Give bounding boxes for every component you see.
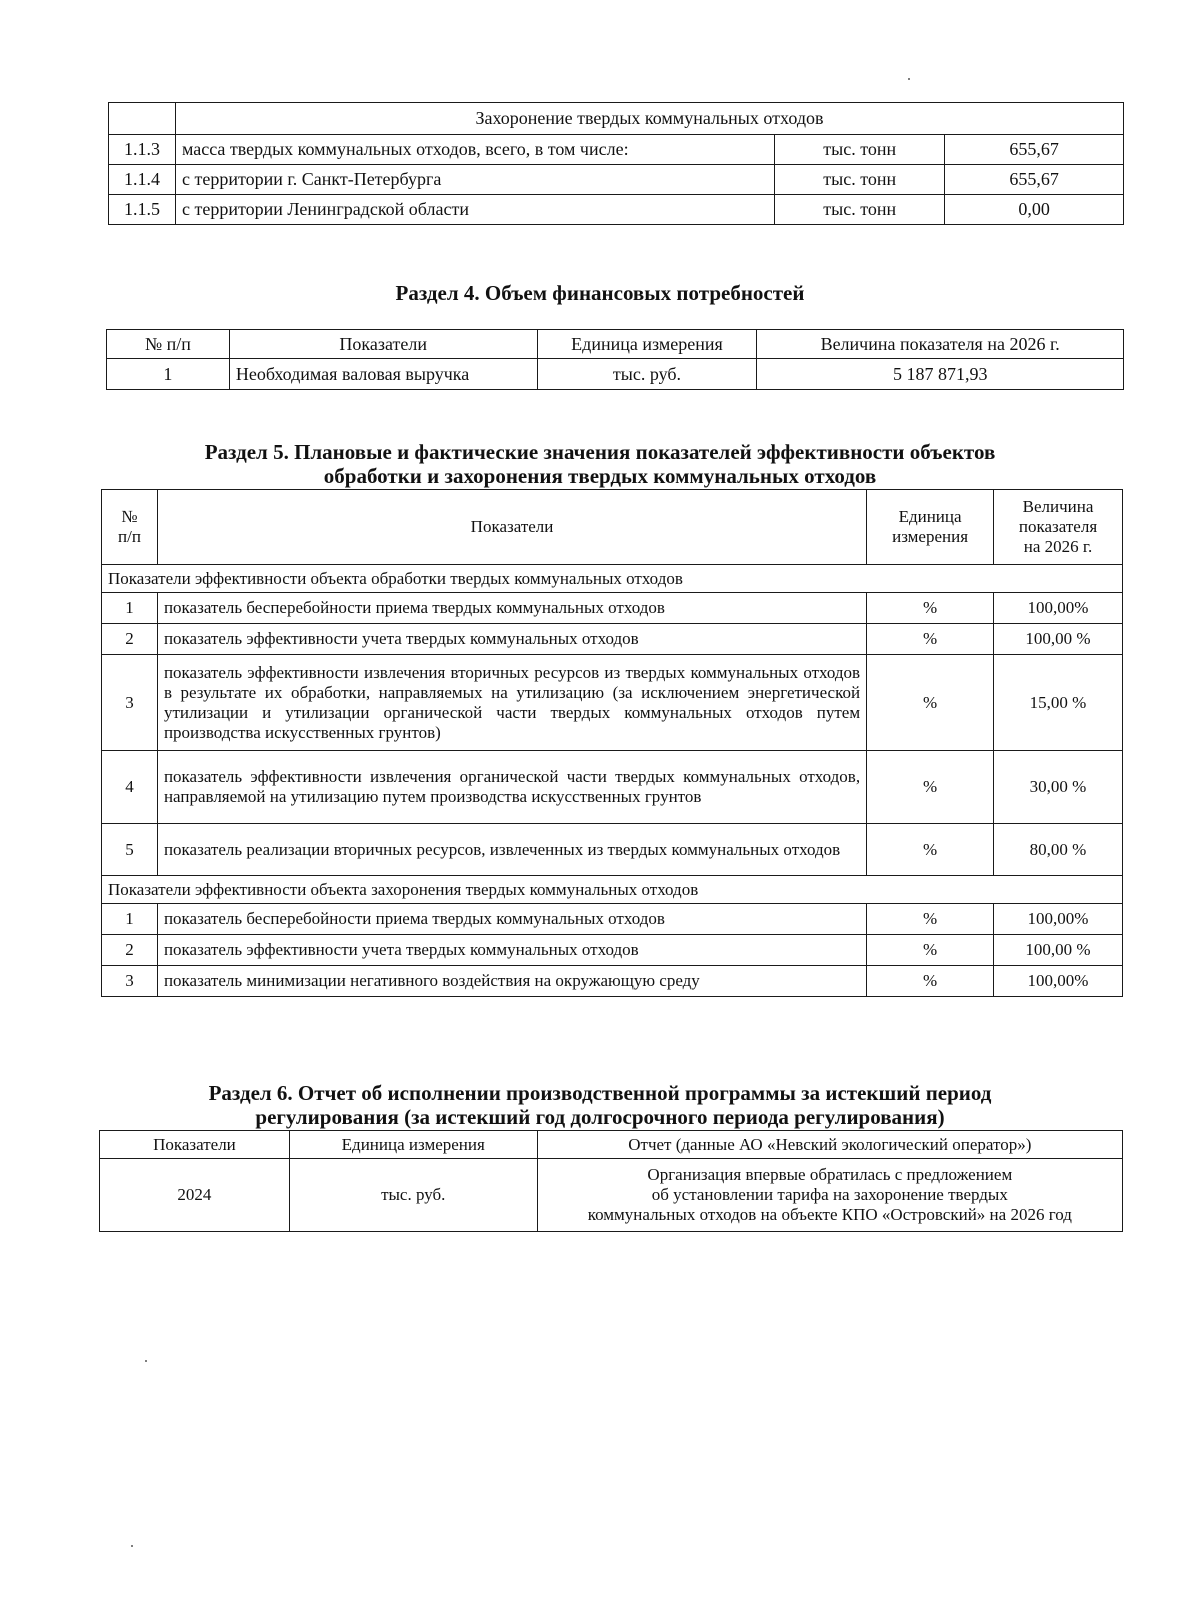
row-number: 3	[102, 966, 158, 997]
row-unit: %	[867, 966, 994, 997]
header-indicator: Показатели	[229, 330, 537, 359]
group-header-processing: Показатели эффективности объекта обработки твердых коммунальных отходов	[102, 565, 1123, 593]
empty-cell	[109, 103, 176, 135]
table-row	[109, 103, 1124, 135]
row-indicator: с территории г. Санкт-Петербурга	[175, 165, 774, 195]
table-row	[109, 165, 1124, 195]
section-5-title-line-1: Раздел 5. Плановые и фактические значения показателей эффективности объектов	[204, 440, 996, 464]
table-row	[109, 195, 1124, 225]
header-value-line-2: показателя	[1018, 517, 1098, 536]
row-value: 100,00%	[994, 593, 1123, 624]
table-header-row	[107, 330, 1124, 359]
row-unit: %	[867, 624, 994, 655]
header-unit-line-1: Единица	[898, 507, 962, 526]
section-4-title: Раздел 4. Объем финансовых потребностей	[395, 281, 805, 305]
row-value: 15,00 %	[994, 655, 1123, 751]
header-unit: Единица измерения	[289, 1131, 537, 1159]
row-indicator: показатель реализации вторичных ресурсов, извлеченных из твердых коммунальных отходов	[157, 824, 866, 876]
table-row	[102, 935, 1123, 966]
row-value: 0,00	[945, 195, 1124, 225]
row-unit: %	[867, 655, 994, 751]
table-row	[102, 966, 1123, 997]
table-row	[102, 751, 1123, 824]
row-value: 655,67	[945, 135, 1124, 165]
row-value: 80,00 %	[994, 824, 1123, 876]
row-indicator: показатель бесперебойности приема твердых коммунальных отходов	[157, 904, 866, 935]
row-unit: %	[867, 904, 994, 935]
header-report: Отчет (данные АО «Невский экологический оператор»)	[537, 1131, 1122, 1159]
header-unit-line-2: измерения	[892, 527, 969, 546]
row-indicator: показатель минимизации негативного воздействия на окружающую среду	[157, 966, 866, 997]
row-unit: тыс. руб.	[289, 1159, 537, 1232]
row-indicator: показатель эффективности учета твердых коммунальных отходов	[157, 624, 866, 655]
row-value: 5 187 871,93	[757, 359, 1124, 390]
row-number: 2	[102, 624, 158, 655]
header-indicator: Показатели	[100, 1131, 290, 1159]
row-number: 1.1.5	[109, 195, 176, 225]
table-program-report	[99, 1130, 1123, 1232]
row-number: 4	[102, 751, 158, 824]
row-report	[537, 1159, 1122, 1232]
row-indicator: Необходимая валовая выручка	[229, 359, 537, 390]
table-row	[102, 824, 1123, 876]
row-indicator: показатель эффективности извлечения органической части твердых коммунальных отходов, направляемой на утилизацию путем производства искусственных грунтов	[157, 751, 866, 824]
table-row	[102, 655, 1123, 751]
header-value	[994, 490, 1123, 565]
row-number: 2	[102, 935, 158, 966]
table-row	[102, 593, 1123, 624]
row-unit: тыс. тонн	[775, 135, 945, 165]
row-indicator: показатель эффективности извлечения вторичных ресурсов из твердых коммунальных отходов в результате их обработки, направляемых на утилизацию (за исключением энергетической утилизации и утилизации органической части твердых коммунальных отходов путем производства искусственных грунтов)	[157, 655, 866, 751]
row-unit: %	[867, 935, 994, 966]
table-header-row	[102, 490, 1123, 565]
section-6-title-line-2: регулирования (за истекший год долгосрочного периода регулирования)	[255, 1105, 945, 1129]
header-number-line-2: п/п	[118, 527, 141, 546]
group-row	[102, 876, 1123, 904]
row-indicator: показатель бесперебойности приема твердых коммунальных отходов	[157, 593, 866, 624]
report-line-1: Организация впервые обратилась с предложением	[647, 1165, 1013, 1184]
header-value-line-3: на 2026 г.	[1023, 537, 1093, 556]
row-indicator: с территории Ленинградской области	[175, 195, 774, 225]
row-unit: тыс. тонн	[775, 195, 945, 225]
table-row	[109, 135, 1124, 165]
row-year: 2024	[100, 1159, 290, 1232]
row-value: 100,00 %	[994, 935, 1123, 966]
table-row	[100, 1159, 1123, 1232]
header-value-line-1: Величина	[1022, 497, 1094, 516]
report-line-2: об установлении тарифа на захоронение твердых	[651, 1185, 1008, 1204]
table-efficiency-indicators	[101, 489, 1123, 997]
scan-speck	[908, 78, 910, 80]
row-number: 1.1.3	[109, 135, 176, 165]
row-unit: %	[867, 593, 994, 624]
row-indicator: показатель эффективности учета твердых коммунальных отходов	[157, 935, 866, 966]
row-value: 100,00%	[994, 904, 1123, 935]
header-number: № п/п	[107, 330, 230, 359]
table-burial-volumes	[108, 102, 1124, 225]
group-row	[102, 565, 1123, 593]
report-line-3: коммунальных отходов на объекте КПО «Островский» на 2026 год	[587, 1205, 1072, 1224]
header-unit: Единица измерения	[537, 330, 757, 359]
group-header-burial: Показатели эффективности объекта захоронения твердых коммунальных отходов	[102, 876, 1123, 904]
header-number	[102, 490, 158, 565]
table-section-header: Захоронение твердых коммунальных отходов	[175, 103, 1123, 135]
row-indicator: масса твердых коммунальных отходов, всего, в том числе:	[175, 135, 774, 165]
row-unit: тыс. руб.	[537, 359, 757, 390]
row-number: 5	[102, 824, 158, 876]
section-6-title	[0, 1081, 1200, 1129]
row-number: 1	[102, 904, 158, 935]
row-number: 1.1.4	[109, 165, 176, 195]
scan-speck	[145, 1360, 147, 1362]
table-row	[102, 904, 1123, 935]
table-row	[107, 359, 1124, 390]
row-unit: тыс. тонн	[775, 165, 945, 195]
scan-speck	[131, 1545, 133, 1547]
row-number: 1	[107, 359, 230, 390]
table-financial-needs	[106, 329, 1124, 390]
table-header-row	[100, 1131, 1123, 1159]
row-number: 1	[102, 593, 158, 624]
table-row	[102, 624, 1123, 655]
row-number: 3	[102, 655, 158, 751]
section-6-title-line-1: Раздел 6. Отчет об исполнении производственной программы за истекший период	[208, 1081, 992, 1105]
row-value: 100,00%	[994, 966, 1123, 997]
row-value: 100,00 %	[994, 624, 1123, 655]
header-number-line-1: №	[121, 507, 138, 526]
row-unit: %	[867, 824, 994, 876]
section-5-title-line-2: обработки и захоронения твердых коммунальных отходов	[323, 464, 877, 488]
row-value: 655,67	[945, 165, 1124, 195]
header-value: Величина показателя на 2026 г.	[757, 330, 1124, 359]
row-unit: %	[867, 751, 994, 824]
section-5-title	[0, 440, 1200, 488]
row-value: 30,00 %	[994, 751, 1123, 824]
header-indicator: Показатели	[157, 490, 866, 565]
header-unit	[867, 490, 994, 565]
